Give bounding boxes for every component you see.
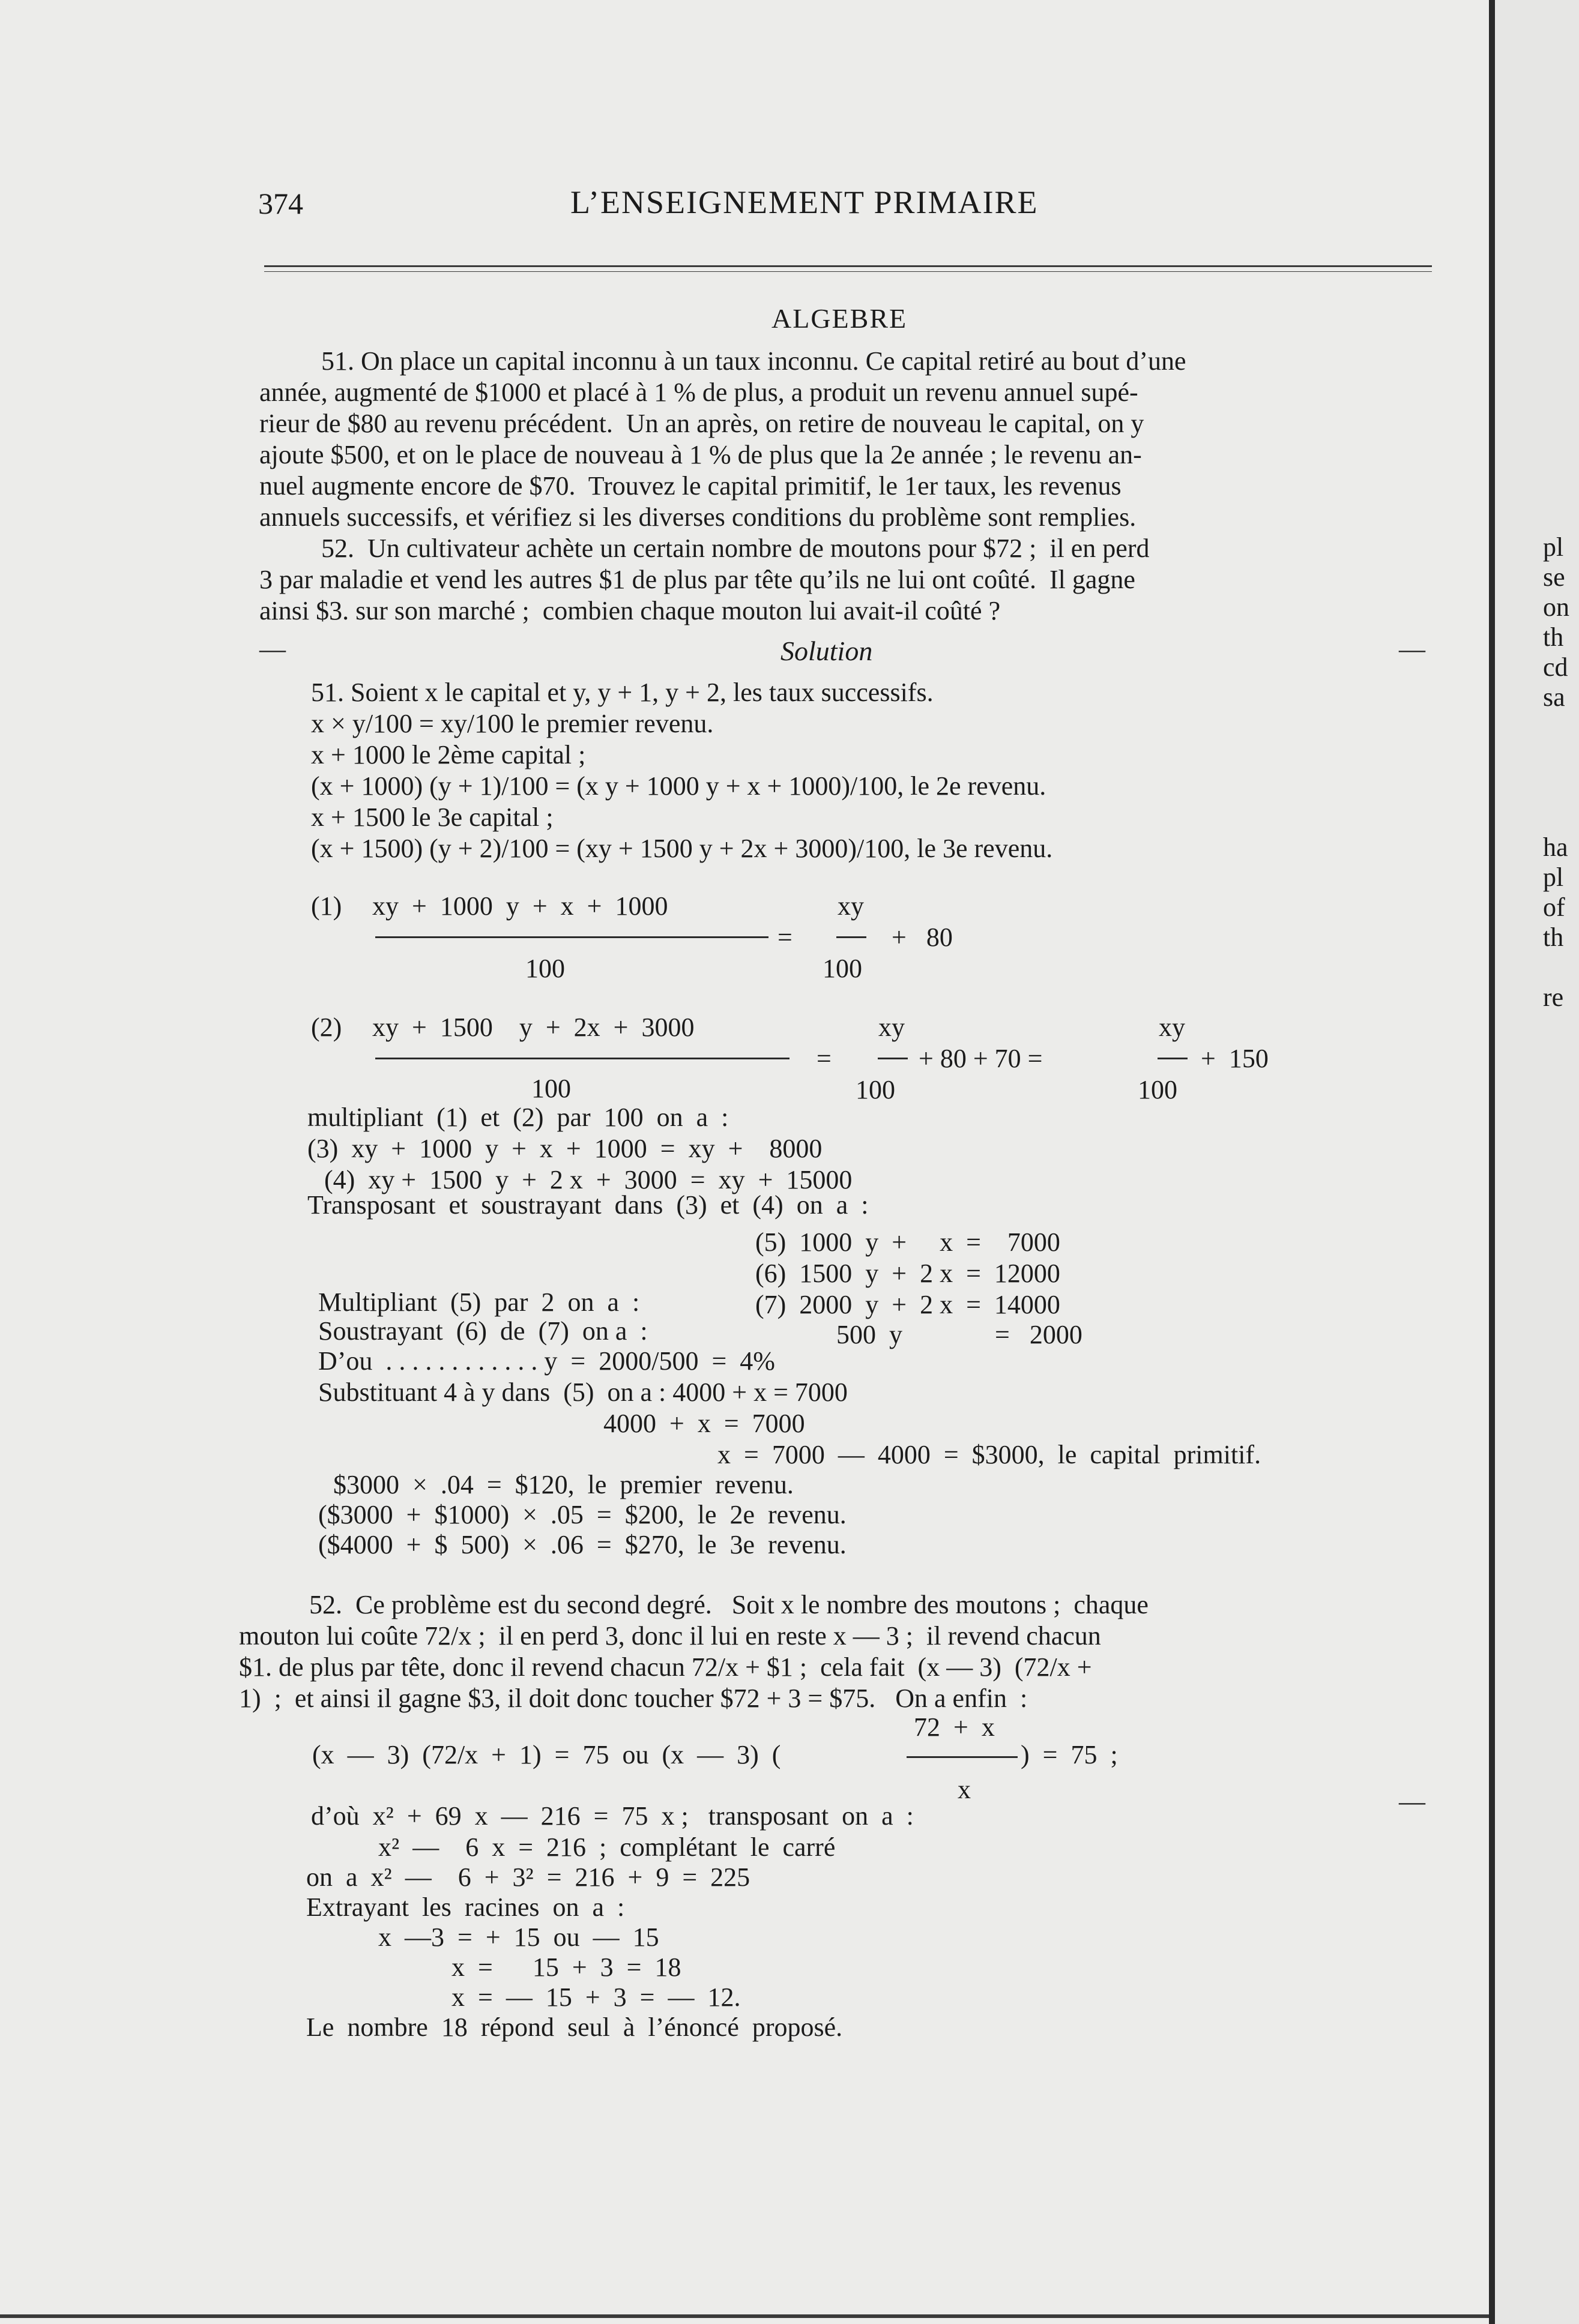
eq1-fraction-bar (375, 936, 768, 938)
solution-51-step: (4) xy + 1500 y + 2 x + 3000 = xy + 15000 (324, 1165, 853, 1194)
solution-52-conclusion: Le nombre 18 répond seul à l’énoncé proposé. (306, 2012, 843, 2042)
adjacent-page-text: re (1543, 983, 1564, 1012)
adjacent-page-text: th (1543, 622, 1564, 652)
eq2-equals: = (817, 1044, 832, 1073)
section-title: ALGEBRE (771, 303, 908, 334)
adjacent-page-text: th (1543, 923, 1564, 952)
eq2-rhs-middle: + 80 + 70 = (919, 1044, 1043, 1073)
solution-52-line: 52. Ce problème est du second degré. Soit x le nombre des moutons ; chaque (309, 1590, 1149, 1619)
solution-51-line: x × y/100 = xy/100 le premier revenu. (311, 709, 714, 738)
eq52-right: ) = 75 ; (1021, 1740, 1118, 1769)
problem-51-line: nuel augmente encore de $70. Trouvez le capital primitif, le 1er taux, les revenus (259, 471, 1122, 501)
adjacent-page-text: se (1543, 562, 1565, 592)
eq2-denominator: 100 (531, 1074, 571, 1103)
problem-51-line: ajoute $500, et on le place de nouveau à 1 % de plus que la 2e année ; le revenu an- (259, 440, 1142, 469)
problem-51-line: 51. On place un capital inconnu à un taux inconnu. Ce capital retiré au bout d’une (321, 346, 1186, 376)
margin-dash: — (1399, 1787, 1425, 1816)
adjacent-page-edge (1495, 0, 1579, 2324)
solution-51-final: ($4000 + $ 500) × .06 = $270, le 3e revenu. (318, 1530, 847, 1559)
solution-51-line: (x + 1000) (y + 1)/100 = (x y + 1000 y + x + 1000)/100, le 2e revenu. (311, 771, 1046, 801)
eq2-rhs-numerator-2: xy (1159, 1013, 1185, 1042)
solution-52-line: d’où x² + 69 x — 216 = 75 x ; transposant on a : (311, 1801, 914, 1831)
eq1-rhs-denominator: 100 (823, 954, 862, 983)
problem-51-line: année, augmenté de $1000 et placé à 1 % de plus, a produit un revenu annuel supé- (259, 378, 1138, 407)
solution-51-final: x = 7000 — 4000 = $3000, le capital primitif. (717, 1440, 1261, 1469)
solution-heading: Solution (780, 636, 873, 666)
page-number: 374 (258, 187, 303, 220)
problem-52-line: 52. Un cultivateur achète un certain nombre de moutons pour $72 ; il en perd (321, 534, 1150, 563)
solution-dash-left: — (259, 634, 286, 664)
eq1-numerator: xy + 1000 y + x + 1000 (372, 891, 668, 921)
solution-51-final: $3000 × .04 = $120, le premier revenu. (333, 1470, 794, 1499)
solution-51-line: 51. Soient x le capital et y, y + 1, y + 2, les taux successifs. (311, 678, 934, 707)
eq2-rhs-denominator-1: 100 (856, 1075, 895, 1104)
eq1-equals: = (777, 923, 793, 952)
system-difference: 500 y = 2000 (836, 1320, 1082, 1349)
eq1-rhs-bar (836, 936, 866, 938)
solution-dash-right: — (1399, 634, 1425, 664)
system-note: Substituant 4 à y dans (5) on a : 4000 + x = 7000 (318, 1377, 848, 1407)
eq52-denominator: x (958, 1775, 971, 1804)
solution-51-step: (3) xy + 1000 y + x + 1000 = xy + 8000 (307, 1134, 823, 1163)
system-note: Multipliant (5) par 2 on a : (318, 1287, 640, 1317)
adjacent-page-text: on (1543, 592, 1569, 622)
adjacent-page-text: ha (1543, 832, 1568, 862)
solution-52-line: x² — 6 x = 216 ; complétant le carré (378, 1832, 836, 1862)
solution-51-line: x + 1000 le 2ème capital ; (311, 740, 586, 769)
eq2-numerator: xy + 1500 y + 2x + 3000 (372, 1013, 695, 1042)
eq2-rhs-bar-1 (878, 1058, 908, 1059)
solution-52-line: on a x² — 6 + 3² = 216 + 9 = 225 (306, 1862, 750, 1892)
solution-51-line: (x + 1500) (y + 2)/100 = (xy + 1500 y + 2x + 3000)/100, le 3e revenu. (311, 834, 1053, 863)
eq52-numerator: 72 + x (914, 1712, 995, 1742)
header-rule-2 (264, 271, 1432, 272)
eq2-rhs-bar-2 (1158, 1058, 1188, 1059)
solution-51-line: x + 1500 le 3e capital ; (311, 802, 554, 832)
solution-52-line: x = 15 + 3 = 18 (451, 1952, 681, 1982)
page-bottom-edge (0, 2314, 1489, 2318)
solution-51-step: Transposant et soustrayant dans (3) et (4) on a : (307, 1190, 869, 1220)
eq52-fraction-bar (907, 1756, 1018, 1758)
eq2-fraction-bar (375, 1058, 789, 1059)
system-eq-6: (6) 1500 y + 2 x = 12000 (755, 1259, 1060, 1288)
eq1-rhs-numerator: xy (838, 891, 864, 921)
solution-52-line: x —3 = + 15 ou — 15 (378, 1922, 659, 1952)
problem-51-line: annuels successifs, et vérifiez si les diverses conditions du problème sont remplies. (259, 502, 1137, 532)
problem-52-line: ainsi $3. sur son marché ; combien chaque mouton lui avait-il coûté ? (259, 596, 1001, 625)
eq1-rhs-tail: + 80 (892, 923, 953, 952)
system-eq-5: (5) 1000 y + x = 7000 (755, 1227, 1060, 1257)
eq2-label: (2) (311, 1013, 342, 1042)
problem-51-line: rieur de $80 au revenu précédent. Un an après, on retire de nouveau le capital, on y (259, 409, 1144, 438)
adjacent-page-text: cd (1543, 652, 1568, 682)
eq1-denominator: 100 (525, 954, 565, 983)
eq2-rhs-denominator-2: 100 (1138, 1075, 1177, 1104)
system-eq-7: (7) 2000 y + 2 x = 14000 (755, 1290, 1060, 1319)
adjacent-page-text: pl (1543, 862, 1564, 892)
system-note: D’ou . . . . . . . . . . . . y = 2000/500 = 4% (318, 1346, 775, 1376)
problem-52-line: 3 par maladie et vend les autres $1 de plus par tête qu’ils ne lui ont coûté. Il gagne (259, 565, 1135, 594)
running-title: L’ENSEIGNEMENT PRIMAIRE (570, 184, 1039, 220)
eq1-label: (1) (311, 891, 342, 921)
eq2-rhs-tail: + 150 (1201, 1044, 1269, 1073)
adjacent-page-text: of (1543, 893, 1565, 922)
adjacent-page-text: pl (1543, 532, 1564, 562)
adjacent-page-text: sa (1543, 682, 1565, 712)
eq2-rhs-numerator-1: xy (878, 1013, 905, 1042)
solution-52-line: $1. de plus par tête, donc il revend chacun 72/x + $1 ; cela fait (x — 3) (72/x + (239, 1652, 1092, 1682)
solution-51-final: 4000 + x = 7000 (603, 1409, 805, 1438)
eq52-left: (x — 3) (72/x + 1) = 75 ou (x — 3) ( (312, 1740, 781, 1769)
solution-52-line: x = — 15 + 3 = — 12. (451, 1982, 741, 2012)
solution-52-line: Extrayant les racines on a : (306, 1892, 625, 1922)
system-note: Soustrayant (6) de (7) on a : (318, 1316, 648, 1346)
header-rule (264, 265, 1432, 267)
solution-51-step: multipliant (1) et (2) par 100 on a : (307, 1103, 729, 1132)
solution-51-final: ($3000 + $1000) × .05 = $200, le 2e revenu. (318, 1500, 847, 1529)
solution-52-line: 1) ; et ainsi il gagne $3, il doit donc toucher $72 + 3 = $75. On a enfin : (239, 1684, 1028, 1713)
solution-52-line: mouton lui coûte 72/x ; il en perd 3, donc il lui en reste x — 3 ; il revend chacun (239, 1621, 1101, 1651)
